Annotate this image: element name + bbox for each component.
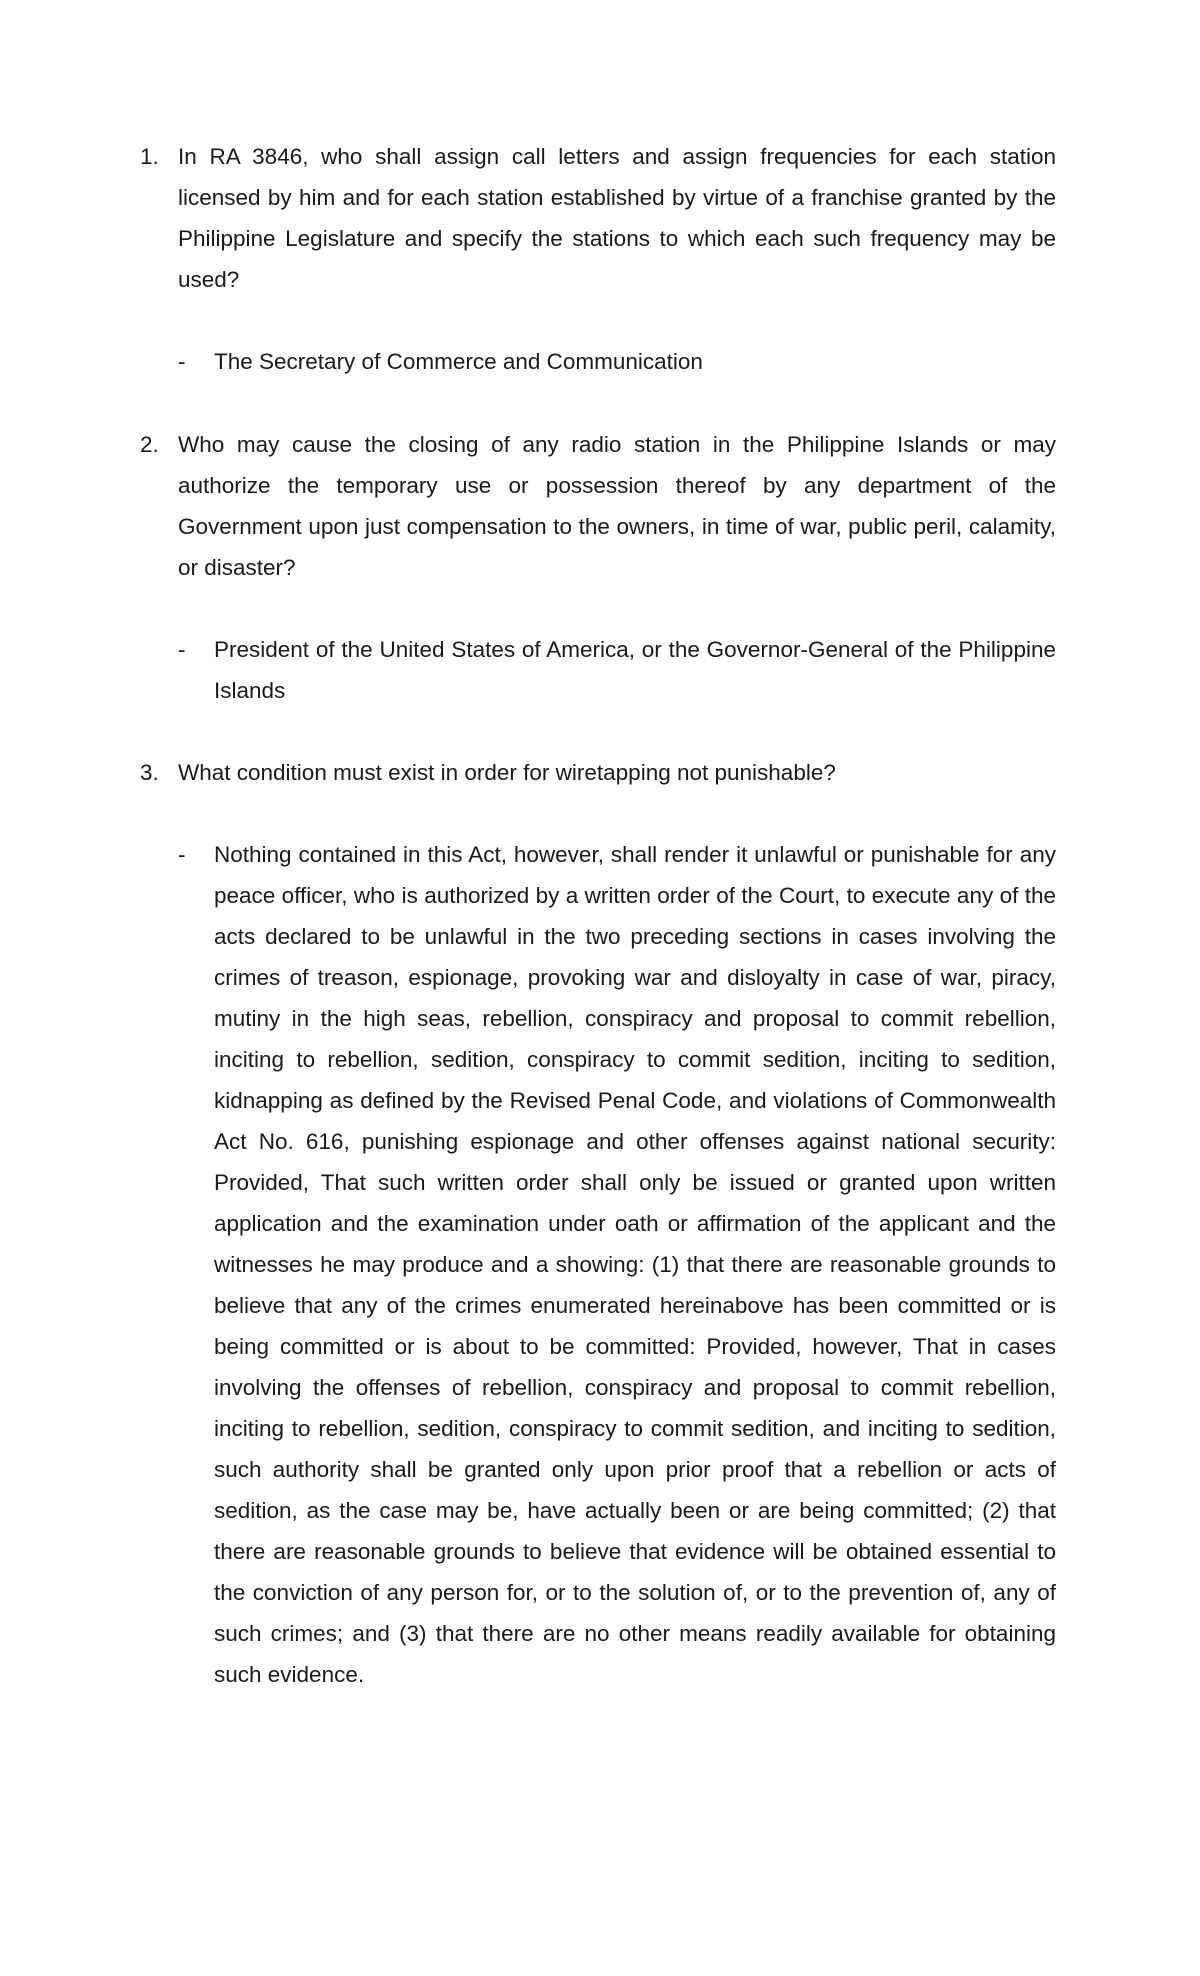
answer-text-1: The Secretary of Commerce and Communication [214,349,703,374]
question-2 [140,424,1056,588]
answer-text-2: President of the United States of America, or the Governor-General of the Philippine Islands [214,637,1056,703]
question-number-2: 2. [140,432,159,457]
question-text-3: What condition must exist in order for wiretapping not punishable? [178,760,836,785]
question-1 [140,136,1056,300]
question-text-1: In RA 3846, who shall assign call letters and assign frequencies for each station licensed by him and for each station established by virtue of a franchise granted by the Philippine Legislature and specify the stations to which each such frequency may be used? [178,144,1056,292]
question-number-1: 1. [140,144,159,169]
question-text-2: Who may cause the closing of any radio station in the Philippine Islands or may authorize the temporary use or possession thereof by any department of the Government upon just compensation to the owners, in time of war, public peril, calamity, or disaster? [178,432,1056,580]
answer-text-3: Nothing contained in this Act, however, shall render it unlawful or punishable for any peace officer, who is authorized by a written order of the Court, to execute any of the acts declared to be unlawful in the two preceding sections in cases involving the crimes of treason, espionage, provoking war and disloyalty in case of war, piracy, mutiny in the high seas, rebellion, conspiracy and proposal to commit rebellion, inciting to rebellion, sedition, conspiracy to commit sedition, inciting to sedition, kidnapping as defined by the Revised Penal Code, and violations of Commonwealth Act No. 616, punishing espionage and other offenses against national security: Provided, That such written order shall only be issued or granted upon written application and the examination under oath or affirmation of the applicant and the witnesses he may produce and a showing: (1) that there are reasonable grounds to believe that any of the crimes enumerated hereinabove has been committed or is being committed or is about to be committed: Provided, however, That in cases involving the offenses of rebellion, conspiracy and proposal to commit rebellion, inciting to rebellion, sedition, conspiracy to commit sedition, and inciting to sedition, such authority shall be granted only upon prior proof that a rebellion or acts of sedition, as the case may be, have actually been or are being committed; (2) that there are reasonable grounds to believe that evidence will be obtained essential to the conviction of any person for, or to the solution of, or to the prevention of, any of such crimes; and (3) that there are no other means readily available for obtaining such evidence. [214,842,1056,1687]
answer-marker-1: - [178,349,186,374]
answer-3 [140,834,1056,1695]
question-3 [140,752,1056,793]
question-item-1 [140,136,1056,382]
question-item-3 [140,752,1056,1695]
answer-2 [140,629,1056,711]
answer-marker-3: - [178,842,186,867]
answer-marker-2: - [178,637,186,662]
question-item-2 [140,424,1056,711]
answer-1 [140,341,1056,382]
question-number-3: 3. [140,760,159,785]
